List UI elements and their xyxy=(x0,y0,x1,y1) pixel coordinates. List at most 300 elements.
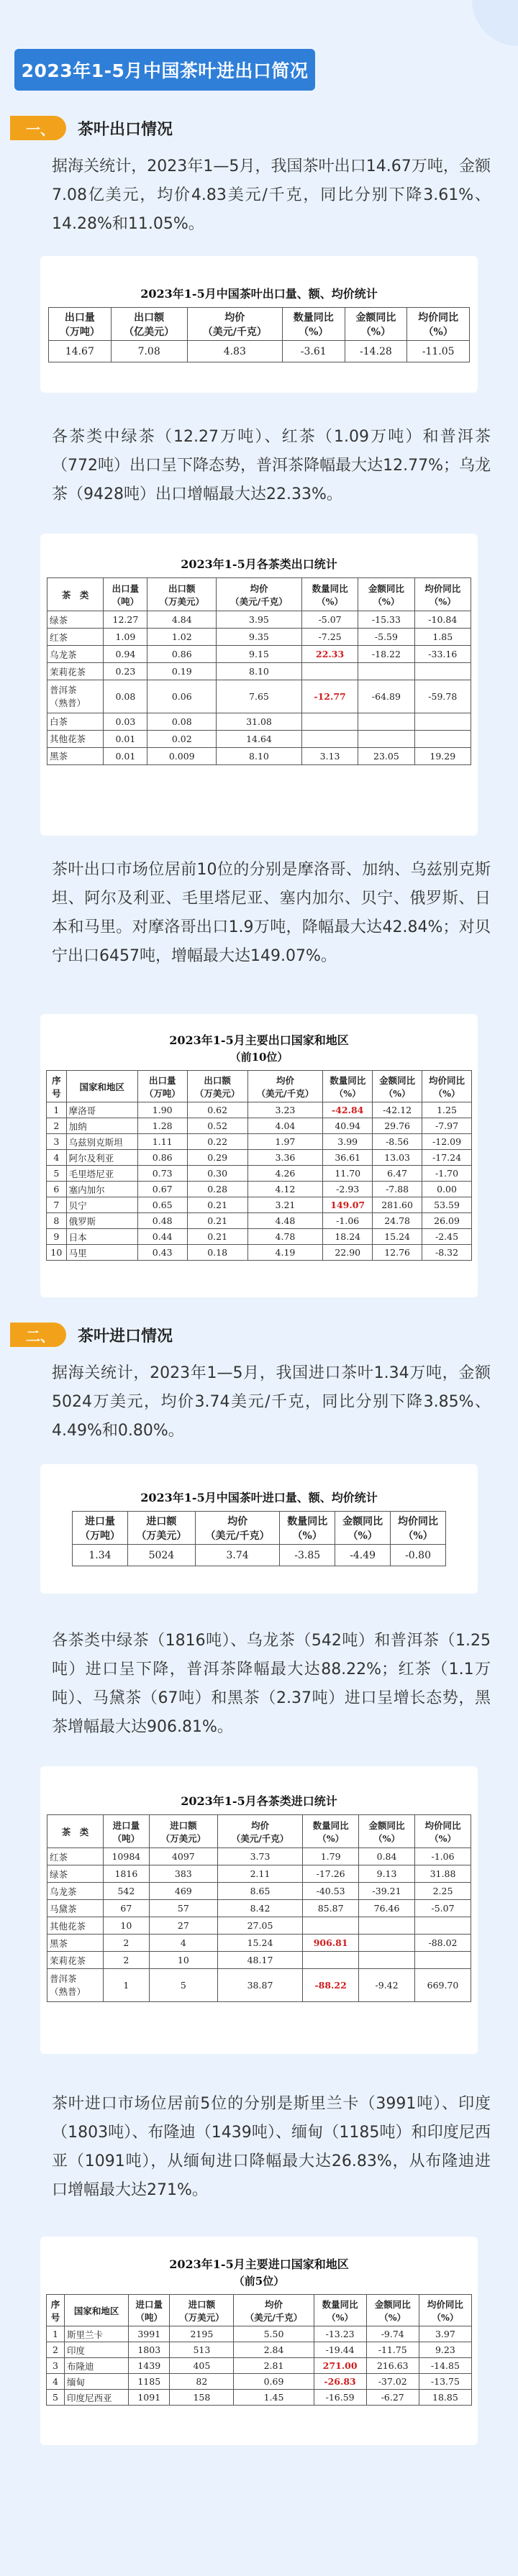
column-header-line: 数量同比 xyxy=(312,583,348,594)
column-header-line: （%） xyxy=(432,2311,459,2323)
column-header-line: （%） xyxy=(383,1087,411,1099)
column-header-line: 均价 xyxy=(227,1515,248,1527)
table-cell: -42.12 xyxy=(373,1102,422,1118)
table-cell: 红茶 xyxy=(47,1848,104,1865)
table-cell: 4.48 xyxy=(247,1213,323,1229)
table-row xyxy=(47,1150,472,1166)
table-cell: 4.84 xyxy=(147,611,217,629)
table-subtitle: （前10位） xyxy=(230,1051,288,1064)
table-cell: 摩洛哥 xyxy=(66,1102,137,1118)
table-cell: -11.05 xyxy=(407,341,470,362)
table-header-row xyxy=(49,308,470,341)
table-cell xyxy=(303,1917,359,1935)
table-cell: 1 xyxy=(47,1102,67,1118)
column-header xyxy=(216,578,301,611)
table-cell: -9.74 xyxy=(366,2326,419,2342)
table-row xyxy=(47,611,471,629)
table-cell: 2 xyxy=(47,1118,67,1134)
table-cell: -33.16 xyxy=(414,646,471,663)
table-cell: 3.74 xyxy=(195,1545,279,1566)
column-header-line: （美元/千克） xyxy=(205,1530,270,1542)
table-cell: 白茶 xyxy=(47,713,104,730)
table-row xyxy=(47,2374,472,2390)
table-cell: 4.78 xyxy=(247,1229,323,1245)
table-cell: 6 xyxy=(47,1182,67,1197)
table-cell: 1.97 xyxy=(247,1134,323,1150)
table-cell: 0.08 xyxy=(104,680,147,713)
column-header-line: （%） xyxy=(317,1832,345,1844)
table-cell: 906.81 xyxy=(303,1935,359,1952)
table-cell: -11.75 xyxy=(366,2342,419,2358)
table-cell xyxy=(415,1952,471,1969)
column-header xyxy=(247,1071,323,1102)
table-cell: 14.64 xyxy=(216,730,301,747)
table-cell: 2 xyxy=(103,1935,149,1952)
table-cell: -3.85 xyxy=(280,1545,335,1566)
table-cell: 8.65 xyxy=(217,1883,302,1900)
table-cell: 乌龙茶 xyxy=(47,646,104,663)
table-cell: 8.10 xyxy=(216,663,301,680)
table-cell: -1.06 xyxy=(323,1213,373,1229)
table-cell: 23.05 xyxy=(358,747,414,764)
column-header-line: 进口额 xyxy=(146,1515,177,1527)
table-row xyxy=(47,1952,471,1969)
table-title: 2023年1-5月主要进口国家和地区 xyxy=(169,2257,349,2271)
table-cell: 0.00 xyxy=(422,1182,472,1197)
table-cell: -5.59 xyxy=(358,629,414,646)
column-header xyxy=(314,2295,366,2326)
table-row xyxy=(73,1545,446,1566)
table-cell: -1.06 xyxy=(415,1848,471,1865)
table-row xyxy=(47,1883,471,1900)
table-cell: -5.07 xyxy=(301,611,358,629)
column-header xyxy=(65,2295,129,2326)
table-cell: 1.28 xyxy=(137,1118,187,1134)
table-cell: 3991 xyxy=(129,2326,170,2342)
table-row xyxy=(47,2390,472,2406)
table-cell: 31.08 xyxy=(216,713,301,730)
table-row xyxy=(47,1197,472,1213)
table-cell: 22.33 xyxy=(301,646,358,663)
column-header xyxy=(47,2295,65,2326)
table-cell: 1.11 xyxy=(137,1134,187,1150)
table-cell: 加纳 xyxy=(66,1118,137,1134)
table-cell: 1 xyxy=(103,1969,149,2002)
table-cell: -17.26 xyxy=(303,1865,359,1883)
table-cell: 76.46 xyxy=(359,1900,415,1917)
column-header-line: （%） xyxy=(373,1832,400,1844)
export-summary-table xyxy=(48,307,470,362)
table-cell: 2.81 xyxy=(234,2358,314,2374)
table-header-row xyxy=(73,1512,446,1545)
column-header-line: 进口量 xyxy=(112,1819,140,1831)
table-cell xyxy=(359,1952,415,1969)
column-header-line: 国家和地区 xyxy=(73,2305,119,2316)
table-cell: 塞内加尔 xyxy=(66,1182,137,1197)
column-header-line: （%） xyxy=(334,1087,361,1099)
table-cell: -19.44 xyxy=(314,2342,366,2358)
table-cell: 0.65 xyxy=(137,1197,187,1213)
table-row xyxy=(47,2358,472,2374)
page-title: 2023年1-5月中国茶叶进出口简况 xyxy=(14,49,315,91)
table-cell: 85.87 xyxy=(303,1900,359,1917)
table-cell: 513 xyxy=(170,2342,234,2358)
column-header xyxy=(280,1512,335,1545)
column-header xyxy=(366,2295,419,2326)
column-header xyxy=(373,1071,422,1102)
table-title: 2023年1-5月中国茶叶进口量、额、均价统计 xyxy=(140,1491,378,1504)
table-cell: -16.59 xyxy=(314,2390,366,2406)
table-row xyxy=(47,1935,471,1952)
table-cell: 0.01 xyxy=(104,747,147,764)
column-header-line: 均价同比 xyxy=(427,2298,463,2310)
column-header xyxy=(422,1071,472,1102)
table-title: 2023年1-5月中国茶叶出口量、额、均价统计 xyxy=(140,287,378,301)
column-header xyxy=(47,578,104,611)
column-header xyxy=(187,308,282,341)
table-cell: -2.93 xyxy=(323,1182,373,1197)
table-cell: 1439 xyxy=(129,2358,170,2374)
column-header-line: 均价 xyxy=(250,583,268,594)
table-row xyxy=(47,646,471,663)
column-header-line: （美元/千克） xyxy=(256,1087,314,1099)
table-cell xyxy=(303,1952,359,1969)
table-cell xyxy=(358,713,414,730)
table-row xyxy=(47,680,471,713)
column-header xyxy=(147,578,217,611)
table-cell: 其他花茶 xyxy=(47,730,104,747)
table-cell: 茉莉花茶 xyxy=(47,1952,104,1969)
table-cell: 0.21 xyxy=(187,1197,247,1213)
table-cell: 7 xyxy=(47,1197,67,1213)
table-row xyxy=(47,713,471,730)
table-row xyxy=(47,1917,471,1935)
column-header-line: 出口量 xyxy=(64,311,95,324)
table-row xyxy=(47,663,471,680)
table-row xyxy=(47,1969,471,2002)
table-cell: 马里 xyxy=(66,1245,137,1261)
table-cell: 5 xyxy=(47,2390,65,2406)
table-cell: 9 xyxy=(47,1229,67,1245)
table-row xyxy=(49,341,470,362)
table-cell: 0.44 xyxy=(137,1229,187,1245)
table-cell: 14.67 xyxy=(49,341,112,362)
column-header-line: 均价同比 xyxy=(418,311,459,324)
column-header-line: 金额同比 xyxy=(368,583,404,594)
table-cell: 40.94 xyxy=(323,1118,373,1134)
column-header-line: 均价 xyxy=(251,1819,270,1831)
table-cell: 印度尼西亚 xyxy=(65,2390,129,2406)
table-cell: 0.29 xyxy=(187,1150,247,1166)
table-cell xyxy=(359,1917,415,1935)
table-cell: 7.08 xyxy=(111,341,187,362)
column-header xyxy=(47,1071,67,1102)
table-row xyxy=(47,730,471,747)
column-header-line: 数量同比 xyxy=(293,311,334,324)
column-header-line: 金额同比 xyxy=(374,2298,411,2310)
table-cell: 0.06 xyxy=(147,680,217,713)
table-cell: 158 xyxy=(170,2390,234,2406)
table-cell: 542 xyxy=(103,1883,149,1900)
table-cell: 67 xyxy=(103,1900,149,1917)
table-cell: -40.53 xyxy=(303,1883,359,1900)
table-cell: 38.87 xyxy=(217,1969,302,2002)
table-cell xyxy=(359,1935,415,1952)
table-cell: 405 xyxy=(170,2358,234,2374)
table-cell: -39.21 xyxy=(359,1883,415,1900)
column-header-line: 金额同比 xyxy=(355,311,396,324)
table-cell: 0.84 xyxy=(359,1848,415,1865)
table-row xyxy=(47,2326,472,2342)
table-cell: -1.70 xyxy=(422,1166,472,1182)
column-header-line: （万美元） xyxy=(159,595,204,607)
table-cell: 4 xyxy=(47,1150,67,1166)
column-header-line: （%） xyxy=(379,2311,406,2323)
table-cell: -8.32 xyxy=(422,1245,472,1261)
column-header-line: 均价同比 xyxy=(424,1819,461,1831)
table-cell: 3 xyxy=(47,2358,65,2374)
table-cell: 27 xyxy=(149,1917,217,1935)
table-cell: 俄罗斯 xyxy=(66,1213,137,1229)
column-header xyxy=(49,308,112,341)
table-cell: 乌兹别克斯坦 xyxy=(66,1134,137,1150)
table-cell: 10984 xyxy=(103,1848,149,1865)
column-header-line: 进口额 xyxy=(188,2298,216,2310)
table-cell: -6.27 xyxy=(366,2390,419,2406)
table-header-row xyxy=(47,1071,472,1102)
table-row xyxy=(47,1848,471,1865)
table-cell: -13.75 xyxy=(419,2374,471,2390)
table-cell: -7.97 xyxy=(422,1118,472,1134)
table-cell: 红茶 xyxy=(47,629,104,646)
column-header-line: （%） xyxy=(423,326,453,338)
table-cell: 日本 xyxy=(66,1229,137,1245)
table-cell: 阿尔及利亚 xyxy=(66,1150,137,1166)
paragraph: 据海关统计，2023年1—5月，我国进口茶叶1.34万吨，金额5024万美元，均价3.74美元/千克，同比分别下降3.85%、4.49%和0.80%。 xyxy=(52,1364,491,1440)
paragraph: 各茶类中绿茶（1816吨）、乌龙茶（542吨）和普洱茶（1.25吨）进口呈下降，普洱茶降幅最大达88.22%；红茶（1.1万吨）、马黛茶（67吨）和黑茶（2.37吨）进口呈增长态势，黑茶增幅最大达906.81%。 xyxy=(52,1632,491,1736)
export-by-type-table xyxy=(47,577,471,765)
table-cell: 1 xyxy=(47,2326,65,2342)
column-header xyxy=(323,1071,373,1102)
table-header-row xyxy=(47,2295,472,2326)
paragraph: 据海关统计，2023年1—5月，我国茶叶出口14.67万吨，金额7.08亿美元，均价4.83美元/千克，同比分别下降3.61%、14.28%和11.05%。 xyxy=(52,157,491,233)
column-header-line: 金额同比 xyxy=(368,1819,405,1831)
table-row xyxy=(47,1182,472,1197)
column-header xyxy=(170,2295,234,2326)
table-title: 2023年1-5月各茶类出口统计 xyxy=(181,557,337,571)
column-header-line: （%） xyxy=(403,1530,433,1542)
table-cell: -4.49 xyxy=(335,1545,391,1566)
column-header-line: 茶 类 xyxy=(61,589,89,600)
table-cell: 22.90 xyxy=(323,1245,373,1261)
table-cell: 24.78 xyxy=(373,1213,422,1229)
table-cell: 15.24 xyxy=(373,1229,422,1245)
column-header-line: （%） xyxy=(433,1087,460,1099)
table-cell: 36.61 xyxy=(323,1150,373,1166)
table-cell: -14.85 xyxy=(419,2358,471,2374)
column-header-line: （%） xyxy=(292,1530,322,1542)
table-cell: 布隆迪 xyxy=(65,2358,129,2374)
table-cell: -42.84 xyxy=(323,1102,373,1118)
table-cell: -17.24 xyxy=(422,1150,472,1166)
column-header-line: 茶 类 xyxy=(61,1826,89,1837)
table-cell xyxy=(358,663,414,680)
column-header-line: （万美元） xyxy=(160,1832,206,1844)
table-cell: 3.36 xyxy=(247,1150,323,1166)
column-header xyxy=(415,1815,471,1848)
table-cell: 0.03 xyxy=(104,713,147,730)
table-cell xyxy=(414,713,471,730)
table-cell xyxy=(301,663,358,680)
column-header-line: 进口额 xyxy=(170,1819,197,1831)
column-header-line: （%） xyxy=(360,326,391,338)
column-header-line: （%） xyxy=(299,326,329,338)
section-number: 二、 xyxy=(14,1323,66,1347)
column-header xyxy=(345,308,407,341)
table-cell: 10 xyxy=(149,1952,217,1969)
table-cell: -14.28 xyxy=(345,341,407,362)
table-cell: 10 xyxy=(47,1245,67,1261)
table-cell: -12.09 xyxy=(422,1134,472,1150)
table-cell: 13.03 xyxy=(373,1150,422,1166)
table-cell: 4.26 xyxy=(247,1166,323,1182)
table-cell: 2.11 xyxy=(217,1865,302,1883)
table-cell: -13.23 xyxy=(314,2326,366,2342)
column-header-line: （万美元） xyxy=(194,1087,240,1099)
table-cell: 0.19 xyxy=(147,663,217,680)
table-cell: 5 xyxy=(149,1969,217,2002)
table-cell: 4 xyxy=(47,2374,65,2390)
table-row xyxy=(47,1166,472,1182)
table-subtitle: （前5位） xyxy=(233,2275,285,2288)
table-cell xyxy=(301,713,358,730)
table-cell: -7.88 xyxy=(373,1182,422,1197)
table-cell xyxy=(414,730,471,747)
table-row xyxy=(47,1229,472,1245)
table-cell: 3.13 xyxy=(301,747,358,764)
table-cell: 669.70 xyxy=(415,1969,471,2002)
table-cell: 11.70 xyxy=(323,1166,373,1182)
table-cell: 0.94 xyxy=(104,646,147,663)
column-header xyxy=(111,308,187,341)
column-header xyxy=(303,1815,359,1848)
table-row xyxy=(47,1245,472,1261)
table-row xyxy=(47,2342,472,2358)
table-cell: 9.35 xyxy=(216,629,301,646)
paragraph: 各茶类中绿茶（12.27万吨）、红茶（1.09万吨）和普洱茶（772吨）出口呈下降态势，普洱茶降幅最大达12.77%；乌龙茶（9428吨）出口增幅最大达22.33%。 xyxy=(52,428,491,503)
column-header-line: 出口额 xyxy=(134,311,165,324)
column-header-line: 均价 xyxy=(224,311,245,324)
import-by-type-table xyxy=(47,1814,471,2002)
table-cell xyxy=(301,730,358,747)
column-header-line: 均价 xyxy=(276,1074,294,1086)
table-cell: 1.45 xyxy=(234,2390,314,2406)
table-cell: 82 xyxy=(170,2374,234,2390)
table-title: 2023年1-5月各茶类进口统计 xyxy=(181,1794,337,1808)
table-cell: 绿茶 xyxy=(47,611,104,629)
table-card xyxy=(40,2237,478,2445)
column-header-line: 出口额 xyxy=(168,583,196,594)
column-header xyxy=(358,578,414,611)
column-header-line: 数量同比 xyxy=(287,1515,328,1527)
table-cell: 12.76 xyxy=(373,1245,422,1261)
table-cell: 48.17 xyxy=(217,1952,302,1969)
table-cell: 0.08 xyxy=(147,713,217,730)
table-row xyxy=(47,1134,472,1150)
column-header-line: （美元/千克） xyxy=(245,2311,303,2323)
table-cell: 15.24 xyxy=(217,1935,302,1952)
column-header xyxy=(47,1815,104,1848)
table-cell: 5024 xyxy=(127,1545,195,1566)
column-header xyxy=(301,578,358,611)
table-cell: 0.23 xyxy=(104,663,147,680)
table-cell: -0.80 xyxy=(391,1545,446,1566)
table-row xyxy=(47,747,471,764)
table-cell: 0.18 xyxy=(187,1245,247,1261)
table-cell: 1.79 xyxy=(303,1848,359,1865)
table-cell: 黑茶 xyxy=(47,1935,104,1952)
table-cell: 0.48 xyxy=(137,1213,187,1229)
table-cell: 3.95 xyxy=(216,611,301,629)
column-header-line: （%） xyxy=(347,1530,378,1542)
table-cell: 茉莉花茶 xyxy=(47,663,104,680)
table-cell: 53.59 xyxy=(422,1197,472,1213)
table-cell: 9.23 xyxy=(419,2342,471,2358)
section-number: 一、 xyxy=(14,116,66,140)
table-cell: 2.25 xyxy=(415,1883,471,1900)
table-cell: 印度 xyxy=(65,2342,129,2358)
table-cell: 绿茶 xyxy=(47,1865,104,1883)
table-cell: -10.84 xyxy=(414,611,471,629)
column-header xyxy=(137,1071,187,1102)
table-cell: -5.07 xyxy=(415,1900,471,1917)
column-header-line: 进口量 xyxy=(135,2298,163,2310)
column-header-line: （万吨） xyxy=(79,1530,120,1542)
table-cell: 1.85 xyxy=(414,629,471,646)
table-cell: 0.01 xyxy=(104,730,147,747)
table-cell: 4.19 xyxy=(247,1245,323,1261)
table-cell: 毛里塔尼亚 xyxy=(66,1166,137,1182)
column-header xyxy=(187,1071,247,1102)
table-cell: 3.97 xyxy=(419,2326,471,2342)
table-cell: 斯里兰卡 xyxy=(65,2326,129,2342)
column-header xyxy=(195,1512,279,1545)
column-header-line: （吨） xyxy=(135,2311,163,2323)
table-cell: 5 xyxy=(47,1166,67,1182)
table-cell: 0.28 xyxy=(187,1182,247,1197)
table-cell xyxy=(414,663,471,680)
table-cell: 3 xyxy=(47,1134,67,1150)
table-row xyxy=(47,1102,472,1118)
section-heading-export xyxy=(14,114,173,142)
column-header xyxy=(129,2295,170,2326)
column-header-line: 号 xyxy=(50,2311,60,2323)
column-header-line: （%） xyxy=(429,595,456,607)
column-header xyxy=(407,308,470,341)
column-header-line: 出口量 xyxy=(148,1074,176,1086)
table-cell: 0.43 xyxy=(137,1245,187,1261)
table-cell: 0.62 xyxy=(187,1102,247,1118)
table-cell: 0.30 xyxy=(187,1166,247,1182)
table-cell: -59.78 xyxy=(414,680,471,713)
table-card xyxy=(40,1464,478,1594)
column-header-line: （万美元） xyxy=(136,1530,187,1542)
column-header-line: （亿美元） xyxy=(124,326,175,338)
table-cell: 0.02 xyxy=(147,730,217,747)
column-header-line: （%） xyxy=(317,595,344,607)
paragraph: 茶叶进口市场位居前5位的分别是斯里兰卡（3991吨）、印度（1803吨）、布隆迪（1439吨）、缅甸（1185吨）和印度尼西亚（1091吨），从缅甸进口降幅最大达26.83%，从布隆迪进口增幅最大达271%。 xyxy=(52,2095,491,2199)
column-header-line: （美元/千克） xyxy=(230,595,288,607)
